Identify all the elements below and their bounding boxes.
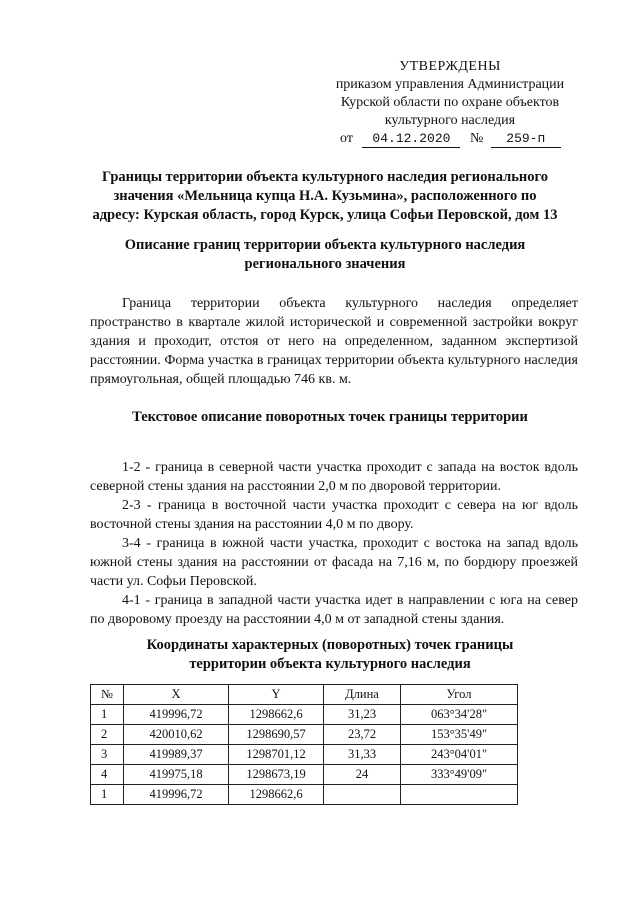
cell-length: 23,72 [324, 725, 401, 745]
number-prefix: № [469, 131, 484, 146]
cell-x: 420010,62 [124, 725, 229, 745]
header-angle: Угол [401, 685, 518, 705]
boundary-point-2-3: 2-3 - граница в восточной части участка проходит с севера на юг вдоль восточной стены здания на расстоянии 4,0 м по двору. [90, 498, 578, 532]
cell-y: 1298690,57 [229, 725, 324, 745]
document-title: Границы территории объекта культурного наследия регионального значения «Мельница купца Н.А. Кузьмина», расположенного по адресу: Курская область, город Курск, улица Софьи Перовской, дом 13 [92, 169, 558, 223]
cell-number: 1 [91, 705, 124, 725]
cell-number: 3 [91, 745, 124, 765]
cell-length [324, 785, 401, 805]
approval-line-1: приказом управления Администрации [335, 77, 565, 92]
territory-description: Граница территории объекта культурного наследия определяет пространство в квартале жилой исторической и современной застройки вокруг здания и проходит, отстоя от него на определенном, заданном экспертизой расстоянии. Форма участка в границах территории объекта культурного наследия прямоугольная, общей площадью 746 кв. м. [90, 296, 578, 387]
approval-header: УТВЕРЖДЕНЫ [399, 59, 501, 74]
cell-x: 419996,72 [124, 785, 229, 805]
header-number: № [91, 685, 124, 705]
approval-date: 04.12.2020 [362, 131, 460, 148]
cell-number: 1 [91, 785, 124, 805]
cell-x: 419989,37 [124, 745, 229, 765]
table-header-row [91, 685, 518, 705]
table-row [91, 765, 518, 785]
cell-x: 419975,18 [124, 765, 229, 785]
table-row [91, 785, 518, 805]
header-x: X [124, 685, 229, 705]
table-row [91, 725, 518, 745]
header-y: Y [229, 685, 324, 705]
table-row [91, 705, 518, 725]
cell-length: 31,33 [324, 745, 401, 765]
cell-y: 1298673,19 [229, 765, 324, 785]
cell-length: 24 [324, 765, 401, 785]
cell-y: 1298662,6 [229, 705, 324, 725]
table-row [91, 745, 518, 765]
cell-angle: 333°49'09" [401, 765, 518, 785]
cell-number: 2 [91, 725, 124, 745]
cell-angle: 153°35'49" [401, 725, 518, 745]
cell-number: 4 [91, 765, 124, 785]
approval-date-line [300, 130, 600, 148]
boundary-point-1-2: 1-2 - граница в северной части участка проходит с запада на восток вдоль северной стены здания на расстоянии 2,0 м по дворовой территории. [90, 460, 578, 494]
cell-angle: 063°34'28" [401, 705, 518, 725]
text-description-title: Текстовое описание поворотных точек границы территории [132, 409, 528, 425]
boundary-point-3-4: 3-4 - граница в южной части участка, проходит с востока на запад вдоль южной стены здания на расстоянии от фасада на 7,16 м, по бордюру проезжей части ул. Софьи Перовской. [90, 536, 578, 589]
approval-line-2: Курской области по охране объектов [340, 95, 560, 110]
coordinates-table [90, 684, 518, 805]
cell-y: 1298662,6 [229, 785, 324, 805]
document-subtitle: Описание границ территории объекта культурного наследия регионального значения [124, 237, 526, 272]
cell-angle: 243°04'01" [401, 745, 518, 765]
approval-number: 259-п [491, 131, 561, 148]
cell-length: 31,23 [324, 705, 401, 725]
approval-line-3: культурного наследия [384, 113, 516, 128]
header-length: Длина [324, 685, 401, 705]
boundary-points-list [90, 458, 578, 629]
boundary-point-4-1: 4-1 - граница в западной части участка идет в направлении с юга на север по дворовому проезду на расстоянии 4,0 м от западной стены здания. [90, 593, 578, 627]
date-prefix: от [340, 131, 353, 146]
coordinates-title: Координаты характерных (поворотных) точек границы территории объекта культурного наследия [146, 637, 514, 672]
approval-block [300, 58, 600, 148]
cell-x: 419996,72 [124, 705, 229, 725]
cell-angle [401, 785, 518, 805]
cell-y: 1298701,12 [229, 745, 324, 765]
